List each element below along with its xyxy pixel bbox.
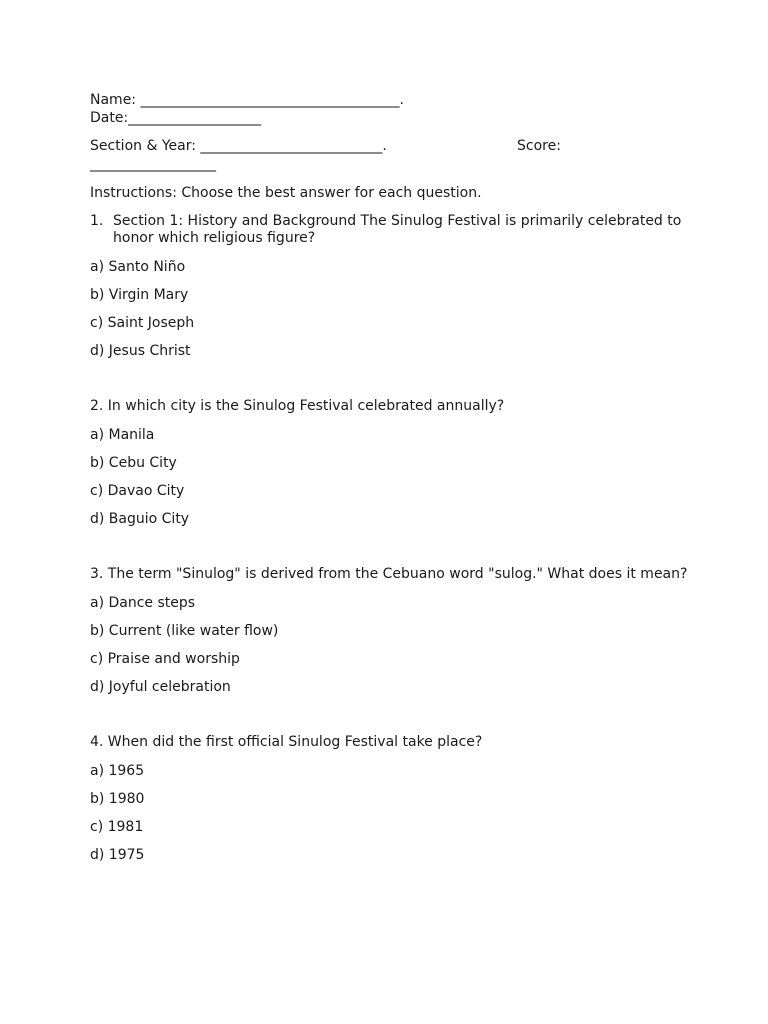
date-field: Date:___________________ xyxy=(90,110,262,126)
option-d: d) Baguio City xyxy=(90,511,190,527)
option-c: c) Davao City xyxy=(90,483,185,499)
question-3: 3. The term "Sinulog" is derived from the Cebuano word "sulog." What does it mean? xyxy=(90,566,688,582)
question-2: 2. In which city is the Sinulog Festival celebrated annually? xyxy=(90,398,505,414)
section-score-row xyxy=(90,137,690,155)
option-b: b) 1980 xyxy=(90,791,145,807)
question-number: 1. xyxy=(90,213,104,229)
score-underline: __________________ xyxy=(90,156,216,172)
question-4: 4. When did the first official Sinulog Festival take place? xyxy=(90,734,483,750)
instructions: Instructions: Choose the best answer for each question. xyxy=(90,185,482,201)
question-text: Section 1: History and Background The Sinulog Festival is primarily celebrated to honor which religious figure? xyxy=(113,213,682,246)
option-c: c) Praise and worship xyxy=(90,651,240,667)
quiz-document xyxy=(90,91,690,864)
option-a: a) 1965 xyxy=(90,763,145,779)
option-a: a) Dance steps xyxy=(90,595,196,611)
option-a: a) Santo Niño xyxy=(90,259,186,275)
option-c: c) 1981 xyxy=(90,819,144,835)
option-b: b) Virgin Mary xyxy=(90,287,189,303)
option-d: d) Joyful celebration xyxy=(90,679,231,695)
question-1 xyxy=(90,213,690,247)
option-d: d) 1975 xyxy=(90,847,145,863)
option-d: d) Jesus Christ xyxy=(90,343,191,359)
option-c: c) Saint Joseph xyxy=(90,315,195,331)
option-a: a) Manila xyxy=(90,427,155,443)
option-b: b) Current (like water flow) xyxy=(90,623,279,639)
name-field: Name: _____________________________________. xyxy=(90,92,404,108)
score-label: Score: xyxy=(517,138,561,154)
option-b: b) Cebu City xyxy=(90,455,177,471)
section-year-field: Section & Year: __________________________. xyxy=(90,138,387,154)
